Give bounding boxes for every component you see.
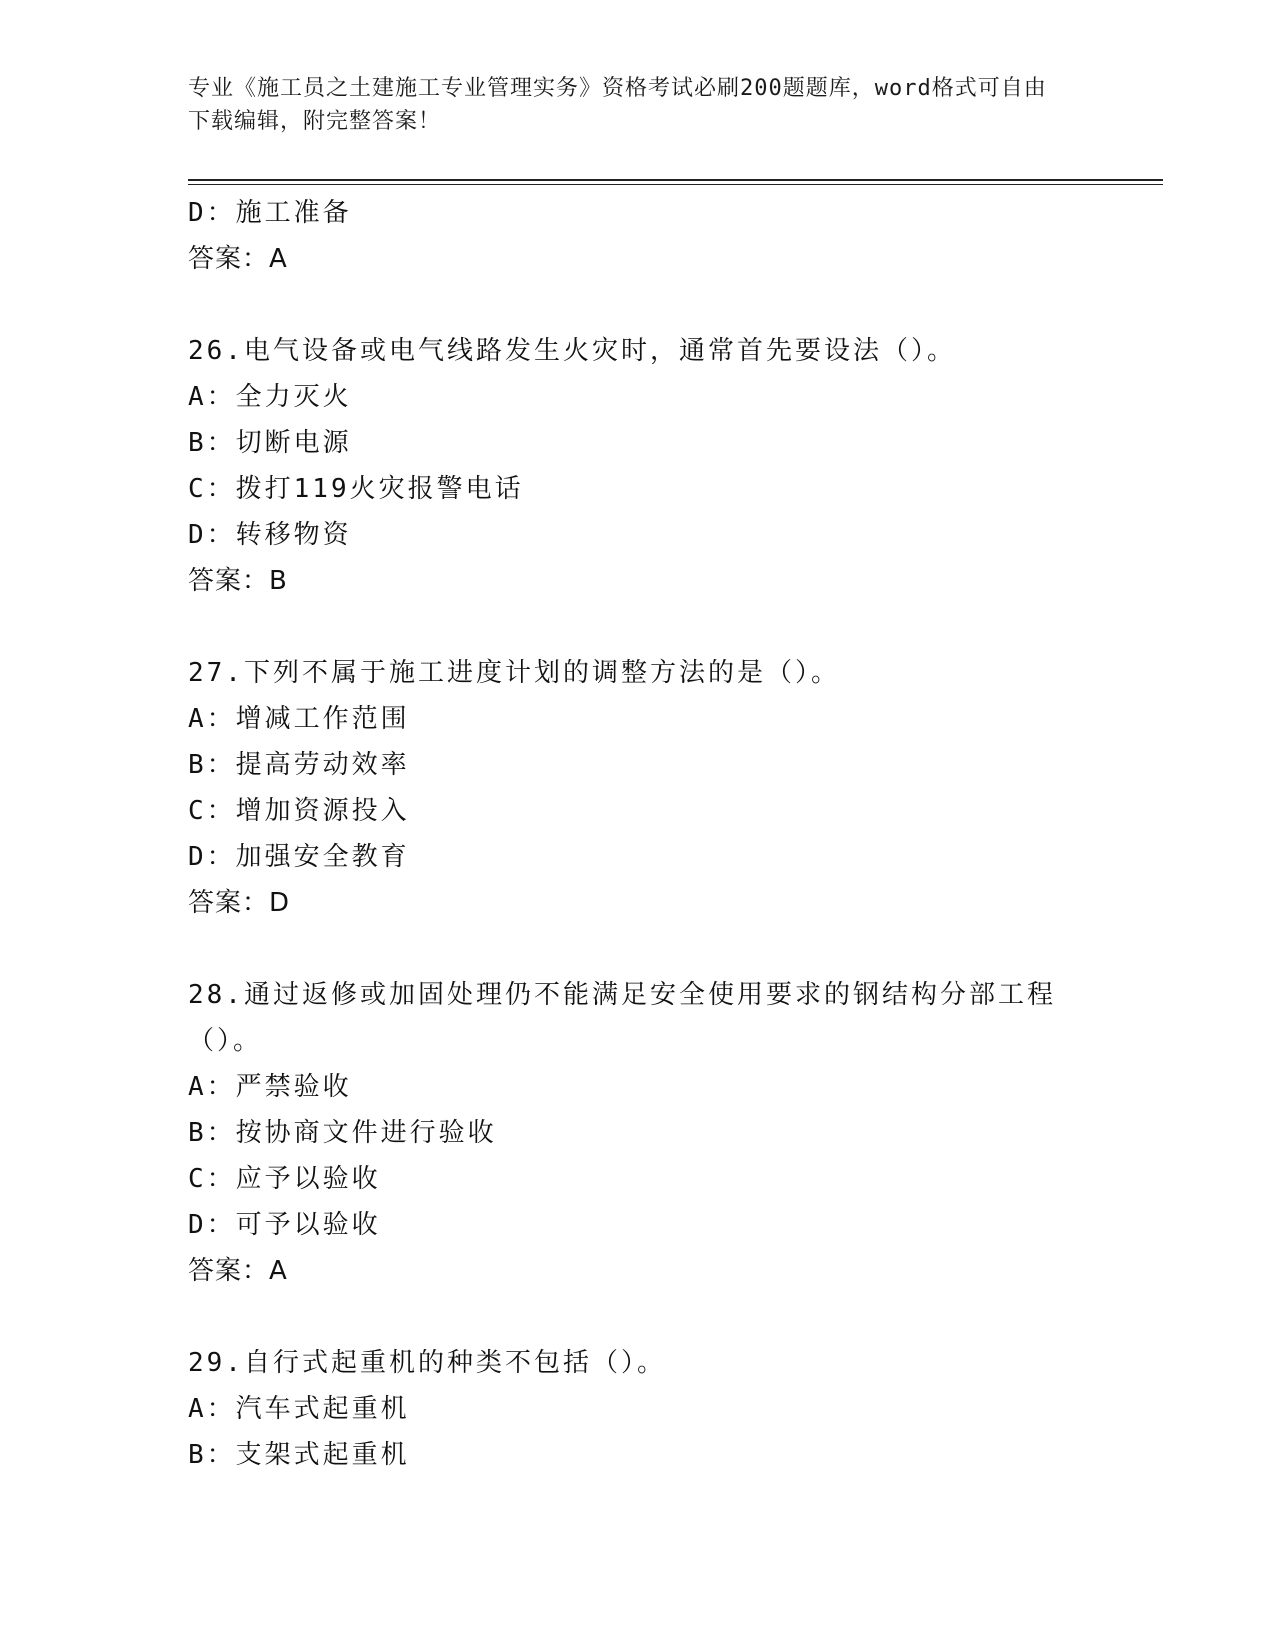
document-header: 专业《施工员之土建施工专业管理实务》资格考试必刷200题题库，word格式可自由下载编辑，附完整答案！ — [188, 76, 1047, 134]
q27-question: 27.下列不属于施工进度计划的调整方法的是（）。 — [188, 658, 840, 688]
q28-option-c: C：应予以验收 — [188, 1164, 381, 1194]
header-divider-thin — [188, 184, 1163, 185]
q26-option-a: A：全力灭火 — [188, 382, 352, 412]
q26-option-d: D：转移物资 — [188, 520, 352, 550]
q26-question: 26.电气设备或电气线路发生火灾时，通常首先要设法（）。 — [188, 336, 956, 366]
q29-option-a: A：汽车式起重机 — [188, 1394, 410, 1424]
header-divider-thick — [188, 179, 1163, 181]
q27-option-d: D：加强安全教育 — [188, 842, 410, 872]
q28-option-b: B：按协商文件进行验收 — [188, 1118, 497, 1148]
q28-answer: 答案：A — [188, 1256, 288, 1286]
q27-answer: 答案：D — [188, 888, 291, 918]
q26-option-b: B：切断电源 — [188, 428, 352, 458]
q26-option-c: C：拨打119火灾报警电话 — [188, 474, 524, 504]
q26-answer: 答案：B — [188, 566, 288, 596]
q27-option-a: A：增减工作范围 — [188, 704, 410, 734]
spacer — [188, 926, 1088, 972]
q29-question: 29.自行式起重机的种类不包括（）。 — [188, 1348, 666, 1378]
question-list — [188, 190, 1088, 1478]
spacer — [188, 1294, 1088, 1340]
prev-answer: 答案：A — [188, 244, 288, 274]
q27-option-b: B：提高劳动效率 — [188, 750, 410, 780]
prev-option-d: D：施工准备 — [188, 198, 352, 228]
spacer — [188, 604, 1088, 650]
q27-option-c: C：增加资源投入 — [188, 796, 410, 826]
spacer — [188, 282, 1088, 328]
q28-option-d: D：可予以验收 — [188, 1210, 381, 1240]
q28-question: 28.通过返修或加固处理仍不能满足安全使用要求的钢结构分部工程（）。 — [188, 980, 1056, 1056]
q28-option-a: A：严禁验收 — [188, 1072, 352, 1102]
q29-option-b: B：支架式起重机 — [188, 1440, 410, 1470]
